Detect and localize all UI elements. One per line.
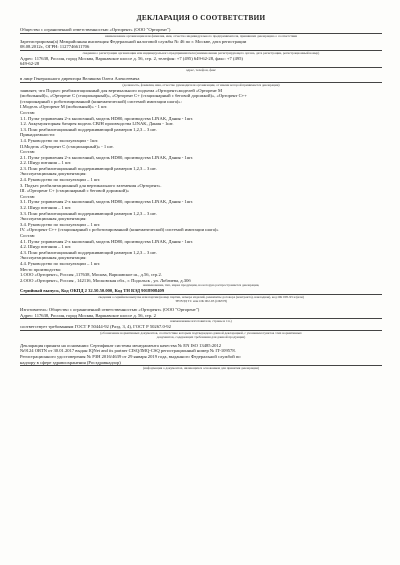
body-line: 4.4. Руководство по эксплуатации – 1 шт. — [20, 260, 101, 266]
body-line: 1.2. Аккумуляторная батарея модель CBJH производства LINAK, Дания - 1шт. — [20, 121, 174, 127]
body-line: Состав: — [20, 149, 36, 155]
body-line: 1.ООО «Орторент», Россия ,117638, Москва, Варшавское ш., д.56, стр.2. — [20, 272, 162, 278]
registration-line: 08.08.2012г., ОГРН: 1127746611706 — [20, 44, 90, 50]
applicant-name: Общество с ограниченной ответственностью «Орторент» (ООО "Орторент") — [20, 27, 382, 34]
body-line: II.Модель «Орторент С (стационарный)» - 1 шт. — [20, 143, 114, 149]
document-title: ДЕКЛАРАЦИЯ О СООТВЕТСТВИИ — [136, 14, 266, 22]
body-line: 4.3. Пояс реабилитационный поддерживающий размеров 1,2,3 – 3 шт. — [20, 249, 157, 255]
declaration-body — [20, 88, 382, 284]
body-line: Эксплуатационная документация: — [20, 255, 87, 261]
body-line: (стационарный с роботизированной (кинематической) системой имитации шага)»: — [20, 98, 182, 104]
body-line: Эксплуатационная документация: — [20, 216, 87, 222]
manufacturer-name: Изготовитель: Общество с ограниченной ответственностью «Орторент» (ООО "Орторент") — [20, 306, 200, 312]
registration-info — [20, 39, 382, 51]
product-caption: наименование, тип, марка продукции, на которую распространяется декларация, — [142, 283, 260, 288]
standard-line: соответствует требованиям ГОСТ Р 50444-92 (Разд. 3, 4), ГОСТ Р 50267.0-92 — [20, 324, 382, 331]
body-line: 1.1. Пульт управления 2-х кнопочный, модель HD80, производства LINAK, Дания - 1шт. — [20, 115, 194, 121]
basis-caption: (информация о документах, являющихся основанием для принятия декларации) — [143, 366, 259, 371]
body-line: (мобильный)», «Орторент С (стационарный)», «Орторент С+ (стационарный с беговой дорожкой)», «Орторент С++ — [20, 93, 247, 99]
basis-line: надзору в сфере здравоохранения (Росздравнадзор) — [20, 359, 121, 365]
body-line: Принадлежности: — [20, 132, 56, 138]
standard-caption-line: документов, содержащих требования для данной продукции) — [156, 334, 246, 339]
registration-line: Зарегистрирован(а) Межрайонная инспекция Федеральной налоговой службы № 46 по г. Москве, дата регистрации — [20, 38, 247, 44]
manufacturer-caption: наименование изготовителя, страны и т.п.) — [170, 319, 232, 324]
body-line: 2.4. Руководство по эксплуатации – 1 шт. — [20, 177, 101, 183]
body-line: 2.1. Пульт управления 2-х кнопочный, модель HD80, производства LINAK, Дания - 1шт. — [20, 154, 194, 160]
body-line: 4.2. Шнур питания – 1 шт. — [20, 244, 72, 250]
standard-caption-line: (обозначение нормативных документов, соответствие которым подтверждено данной декларацией, с указанием пунктов этих нормативных — [100, 330, 302, 335]
body-line: 2.2. Шнур питания – 1 шт. — [20, 160, 72, 166]
address-line: 649-62-28 — [20, 61, 40, 67]
applicant-address — [20, 56, 382, 68]
serial-caption-line: сведения о серийном выпуске или партии (номер партии, номера изделий, реквизиты договора (контракта), накладная), код ОК 005-93 и (или) — [98, 294, 304, 299]
basis-line: №9124 ORTN от 30.01.2017 выдан IQNet and its partner CISQ/IMQ-CSQ регистрационный номер № IT-109578. — [20, 348, 236, 354]
applicant-name-caption: наименование организации или фамилия, имя, отчество индивидуального предпринимателя, принявших декларацию о соответствии — [104, 33, 298, 38]
address-line: Адрес: 117638, Россия, город Москва, Варшавское шоссе д. 56, стр. 2, телефон: +7 (495) 649-62-28, факс: +7 (495) — [20, 55, 243, 61]
body-line: 1.4. Руководство по эксплуатации - 1шт. — [20, 137, 99, 143]
body-line: 1.3. Пояс реабилитационный поддерживающий размеров 1,2,3 – 3 шт. — [20, 126, 157, 132]
body-line: IV. «Орторент С++ (стационарный с роботизированной (кинематической) системой имитации шага)» — [20, 227, 219, 233]
body-line: III. «Орторент С+ (стационарный с беговой дорожкой)» — [20, 188, 130, 194]
body-line: заявляет, что Подъес реабилитационный для вертикального подъема «Орторент»моделей «Орторент М — [20, 87, 223, 93]
body-line: 3.3. Пояс реабилитационный поддерживающий размеров 1,2,3 – 3 шт. — [20, 210, 157, 216]
basis-line: Регистрационного удостоверения № РЗН 2016/4639 от 29 января 2019 года, выданного Федеральной службой по — [20, 353, 241, 359]
body-line: Состав: — [20, 109, 36, 115]
body-line: 3.2. Шнур питания – 1 шт. — [20, 205, 72, 211]
body-line: 3. Подъес реабилитационный для вертикального заземения «Орторент». — [20, 182, 162, 188]
body-line: 2.ООО «Орторент», Россия , 142116, Московская обл., г. Подольск , ул. Лобачева, д.30б — [20, 277, 191, 283]
representative-line: в лице Генерального директора Великова Олега Алексеевича — [20, 76, 382, 83]
body-line: Место производства: — [20, 266, 62, 272]
body-line: Эксплуатационная документация: — [20, 171, 87, 177]
serial-caption-line: ТН ВЭД ТС или ОК 002-93 (ОКУН) — [175, 298, 227, 303]
registration-caption: сведения о регистрации организации или индивидуального предпринимателя (наименование регистрирующего органа, дата регистрации, регистрационный номер) — [82, 50, 320, 55]
representative-caption: (должность, фамилия, имя, отчество руководителя организации, от имени которой принимается декларация) — [122, 82, 280, 87]
body-line: 3.4. Руководство по эксплуатации – 1 шт. — [20, 221, 101, 227]
basis-line: Декларация принята на основании: Сертификат системы менеджмента качества № EN ISO 13485:2012 — [20, 342, 222, 348]
manufacturer-address: Адрес: 117638, Россия, город Москва, Варшавское шоссе д. 56, стр. 2 — [20, 312, 156, 318]
standard-caption — [20, 331, 382, 339]
body-line: 3.1. Пульт управления 2-х кнопочный, модель HD80, производства LINAK, Дания - 1шт. — [20, 199, 194, 205]
body-line: 4.1. Пульт управления 2-х кнопочный, модель HD80, производства LINAK, Дания - 1шт. — [20, 238, 194, 244]
body-line: Состав: — [20, 233, 36, 238]
serial-caption — [20, 295, 382, 303]
basis-info — [20, 343, 382, 366]
manufacturer-info — [20, 307, 382, 319]
body-line: I.Модель «Орторент М (мобильный)» - 1 шт. — [20, 104, 108, 110]
body-line: 2.3. Пояс реабилитационный поддерживающий размеров 1,2,3 – 3 шт. — [20, 165, 157, 171]
serial-line: Серийный выпуск, Код ОКПД 2 32.50.50.000, Код ТН ВЭД 9018908409 — [20, 288, 382, 295]
address-caption: адрес, телефон, факс — [185, 67, 217, 72]
body-line: Состав: — [20, 193, 36, 199]
